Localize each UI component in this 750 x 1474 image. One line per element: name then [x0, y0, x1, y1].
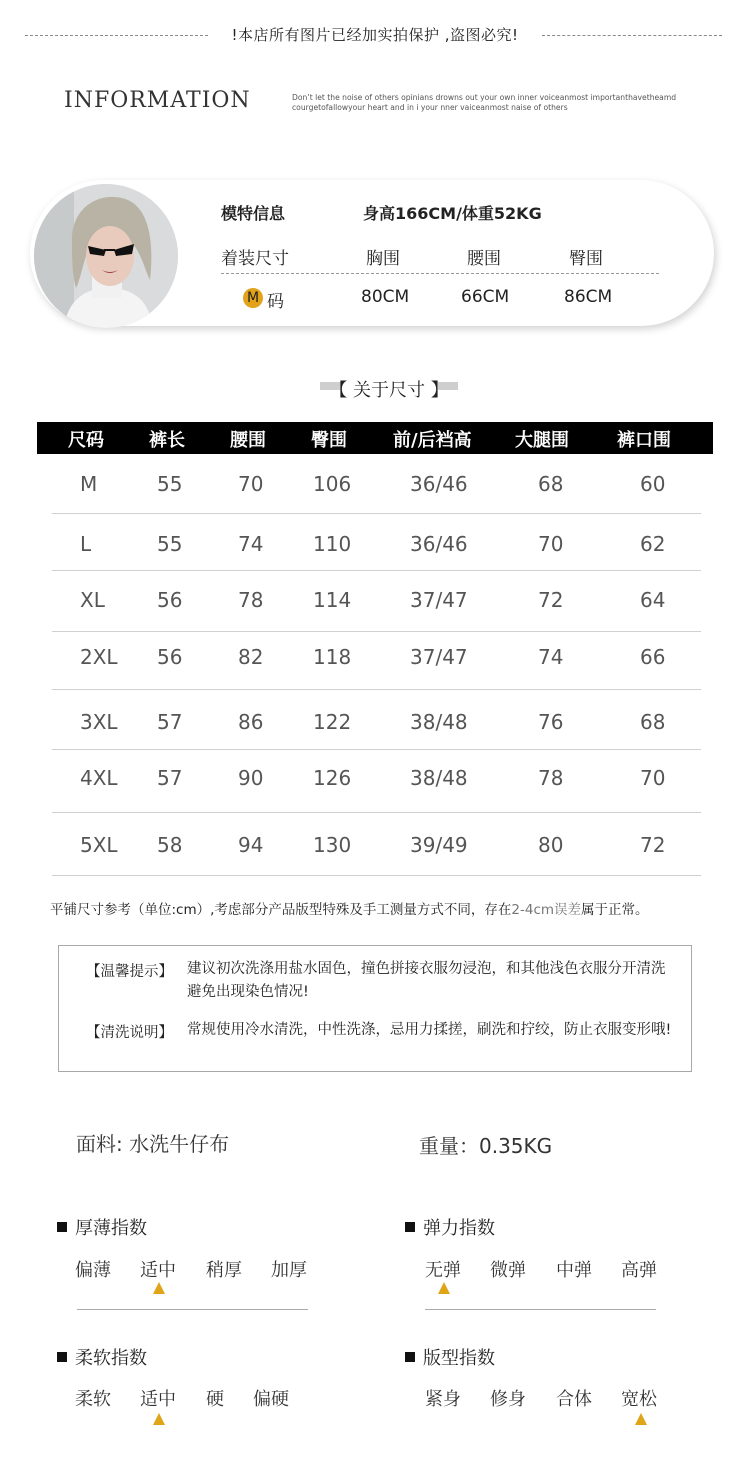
warm-tip-text: 建议初次洗涤用盐水固色，撞色拼接衣服勿浸泡，和其他浅色衣服分开清洗避免出现染色情况!: [187, 961, 666, 1000]
cell-rise: 39/49: [410, 833, 468, 857]
hip-label: 臀围: [569, 249, 603, 269]
elasticity-index-title: [405, 1214, 495, 1240]
model-info-label: 模特信息: [221, 204, 286, 223]
cell-thigh: 76: [538, 710, 564, 734]
waist-label: 腰围: [467, 249, 501, 269]
cell-thigh: 70: [538, 532, 564, 556]
softness-option: 柔软: [75, 1389, 111, 1410]
fit-option: 合体: [556, 1389, 592, 1410]
cell-hip: 118: [313, 645, 352, 669]
cell-size: 3XL: [80, 710, 118, 734]
cell-leg-opening: 64: [640, 588, 666, 612]
cell-leg-opening: 62: [640, 532, 666, 556]
row-divider: [52, 513, 701, 514]
model-avatar: [34, 184, 178, 328]
copyright-notice: [0, 22, 750, 48]
wash-tip-text: 常规使用冷水清洗，中性洗涤，忌用力揉搓，刷洗和拧绞，防止衣服变形哦!: [187, 1022, 672, 1038]
cell-size: L: [80, 532, 92, 556]
wash-tip-label: 【清洗说明】: [86, 1025, 173, 1041]
cell-size: XL: [80, 588, 105, 612]
row-divider: [52, 812, 701, 813]
fit-index-title: [405, 1344, 495, 1370]
size-suffix: 码: [267, 292, 284, 312]
cell-waist: 94: [238, 833, 264, 857]
waist-value: 66CM: [461, 287, 510, 307]
elasticity-option: 无弹: [425, 1260, 461, 1281]
thickness-index-title: [57, 1214, 147, 1240]
warm-tip-label: 【温馨提示】: [86, 964, 173, 980]
header-length: 裤长: [149, 430, 185, 451]
cell-waist: 70: [238, 472, 264, 496]
square-bullet-icon: [57, 1352, 67, 1362]
elasticity-scale-line: [425, 1309, 656, 1310]
softness-option: 偏硬: [253, 1389, 289, 1410]
row-divider: [52, 570, 701, 571]
cell-rise: 36/46: [410, 532, 468, 556]
cell-size: M: [80, 472, 98, 496]
thickness-option: 适中: [140, 1260, 176, 1281]
cell-rise: 36/46: [410, 472, 468, 496]
fit-option: 紧身: [425, 1389, 461, 1410]
cell-size: 5XL: [80, 833, 118, 857]
size-section-title: [320, 376, 458, 401]
cell-length: 56: [157, 588, 183, 612]
cell-waist: 86: [238, 710, 264, 734]
header-size: 尺码: [68, 430, 104, 451]
elasticity-option: 高弹: [621, 1260, 657, 1281]
cell-hip: 126: [313, 766, 352, 790]
header-waist: 腰围: [230, 430, 266, 451]
cell-rise: 38/48: [410, 766, 468, 790]
cell-waist: 90: [238, 766, 264, 790]
fit-option: 宽松: [621, 1389, 657, 1410]
cell-size: 4XL: [80, 766, 118, 790]
note-text-3: 属于正常。: [581, 902, 649, 918]
note-text-1: 平铺尺寸参考（单位:cm）,考虑部分产品版型特殊及手工测量方式不同，存在: [50, 902, 512, 918]
cell-hip: 122: [313, 710, 352, 734]
cell-waist: 74: [238, 532, 264, 556]
hip-value: 86CM: [564, 287, 613, 307]
row-divider: [52, 631, 701, 632]
size-m-badge: M: [243, 288, 263, 308]
cell-leg-opening: 60: [640, 472, 666, 496]
information-title: INFORMATION: [64, 88, 251, 113]
softness-option: 适中: [140, 1389, 176, 1410]
softness-selected-arrow-icon: [153, 1413, 165, 1425]
softness-option: 硬: [206, 1389, 224, 1410]
elasticity-index-label: 弹力指数: [423, 1218, 495, 1239]
chest-value: 80CM: [361, 287, 410, 307]
divider-left: [25, 35, 208, 36]
header-rise: 前/后裆高: [393, 430, 472, 451]
thickness-option: 加厚: [271, 1260, 307, 1281]
cell-hip: 114: [313, 588, 352, 612]
header-hip: 臀围: [311, 430, 347, 451]
size-table-header: [37, 422, 713, 454]
row-divider: [52, 749, 701, 750]
thickness-index-label: 厚薄指数: [75, 1218, 147, 1239]
softness-index-title: [57, 1344, 147, 1370]
divider-right: [542, 35, 722, 36]
cell-length: 57: [157, 710, 183, 734]
cell-thigh: 74: [538, 645, 564, 669]
size-section-title-text: 【 关于尺寸 】: [329, 380, 449, 401]
cell-rise: 37/47: [410, 588, 468, 612]
cell-thigh: 68: [538, 472, 564, 496]
note-text-2: 2-4cm误差: [511, 902, 582, 918]
cell-rise: 37/47: [410, 645, 468, 669]
measurement-note: [50, 898, 649, 918]
elasticity-option: 微弹: [490, 1260, 526, 1281]
thickness-selected-arrow-icon: [153, 1282, 165, 1294]
square-bullet-icon: [405, 1352, 415, 1362]
cell-waist: 78: [238, 588, 264, 612]
thickness-scale-line: [77, 1309, 308, 1310]
thickness-option: 偏薄: [75, 1260, 111, 1281]
thickness-option: 稍厚: [206, 1260, 242, 1281]
chest-label: 胸围: [366, 249, 400, 269]
model-height-weight: 身高166CM/体重52KG: [363, 204, 542, 223]
fit-option: 修身: [490, 1389, 526, 1410]
fit-selected-arrow-icon: [635, 1413, 647, 1425]
cell-leg-opening: 72: [640, 833, 666, 857]
fit-index-label: 版型指数: [423, 1348, 495, 1369]
square-bullet-icon: [57, 1222, 67, 1232]
cell-length: 57: [157, 766, 183, 790]
model-portrait-image: [34, 184, 178, 328]
cell-hip: 106: [313, 472, 352, 496]
row-divider: [52, 689, 701, 690]
row-divider: [52, 875, 701, 876]
cell-leg-opening: 68: [640, 710, 666, 734]
cell-leg-opening: 66: [640, 645, 666, 669]
cell-hip: 110: [313, 532, 352, 556]
cell-length: 58: [157, 833, 183, 857]
square-bullet-icon: [405, 1222, 415, 1232]
information-subtitle: Don’t let the noise of others opinians drowns out your own inner voiceanmost importanthavetheamd courgetofallowyour heart and in i your nner vaiceanmost naise of others: [292, 93, 677, 112]
copyright-text: !本店所有图片已经加实拍保护 ,盗图必究!: [231, 26, 519, 44]
cell-length: 56: [157, 645, 183, 669]
fabric-weight: 重量：0.35KG: [419, 1134, 553, 1158]
softness-index-label: 柔软指数: [75, 1348, 147, 1369]
wear-size-label: 着装尺寸: [221, 249, 289, 269]
cell-size: 2XL: [80, 645, 118, 669]
elasticity-option: 中弹: [556, 1260, 592, 1281]
header-thigh: 大腿围: [515, 430, 569, 451]
model-card-divider: [221, 273, 659, 274]
cell-length: 55: [157, 532, 183, 556]
fabric-material: 面料: 水洗牛仔布: [76, 1132, 230, 1156]
cell-leg-opening: 70: [640, 766, 666, 790]
cell-hip: 130: [313, 833, 352, 857]
cell-thigh: 78: [538, 766, 564, 790]
elasticity-selected-arrow-icon: [438, 1282, 450, 1294]
cell-length: 55: [157, 472, 183, 496]
cell-thigh: 72: [538, 588, 564, 612]
cell-rise: 38/48: [410, 710, 468, 734]
cell-waist: 82: [238, 645, 264, 669]
cell-thigh: 80: [538, 833, 564, 857]
header-leg-opening: 裤口围: [617, 430, 671, 451]
